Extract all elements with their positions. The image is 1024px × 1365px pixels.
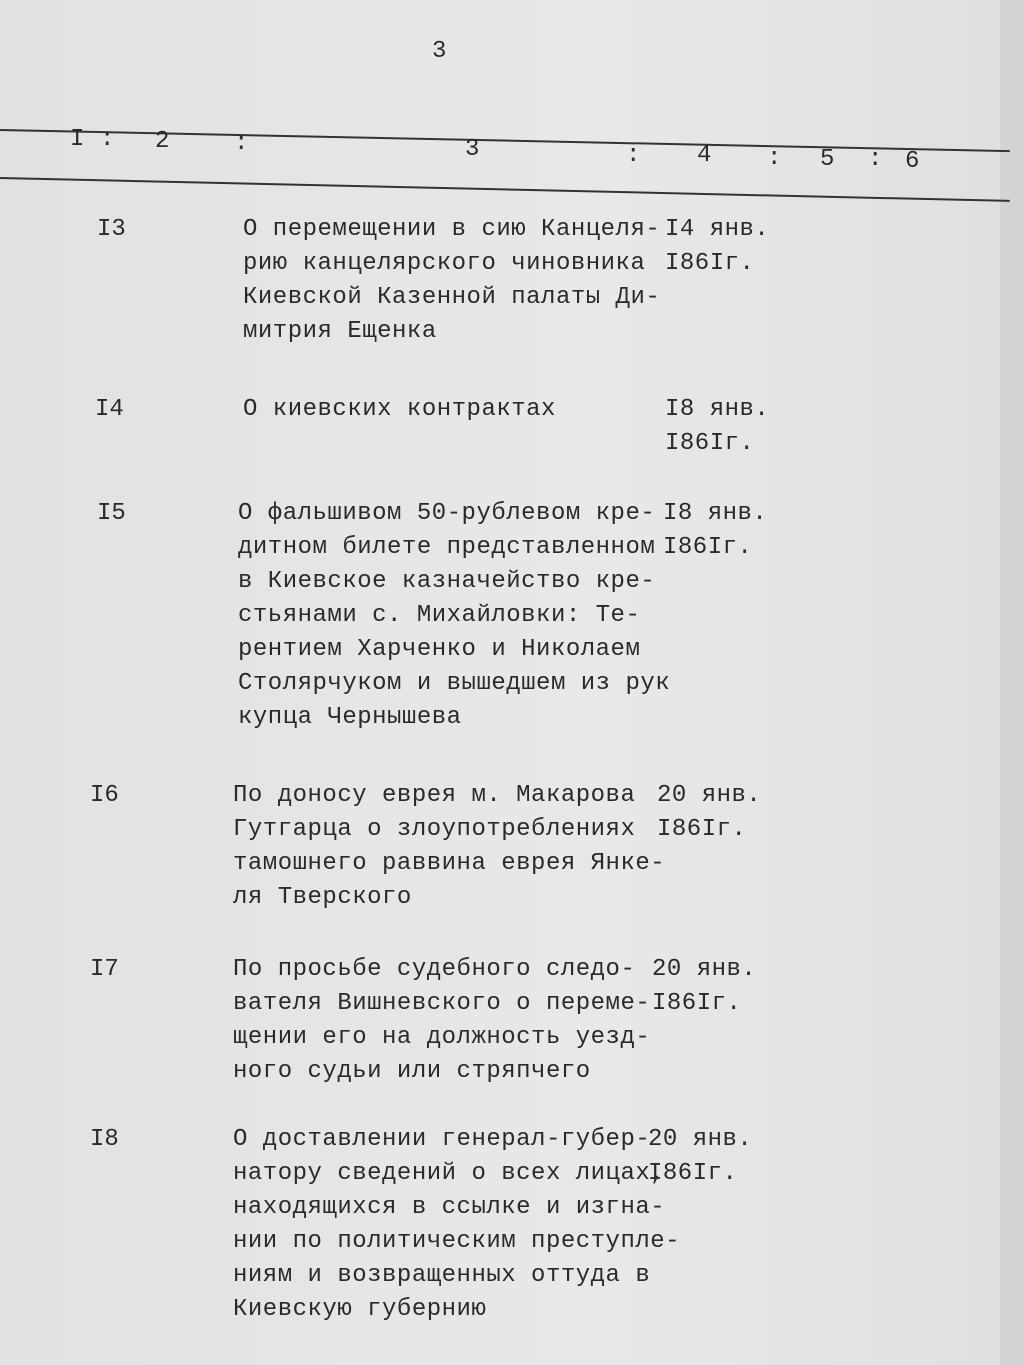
- entry-title-line: Киевскую губернию: [233, 1296, 487, 1323]
- entry-date: I86Iг.: [652, 990, 742, 1017]
- separator: :: [100, 126, 115, 153]
- entry-number: I7: [90, 956, 119, 983]
- separator: :: [868, 146, 883, 173]
- separator: :: [234, 130, 249, 157]
- entry-number: I4: [95, 396, 124, 423]
- entry-date: I8 янв.: [665, 396, 770, 423]
- column-header: 2: [155, 128, 170, 155]
- entry-number: I6: [90, 782, 119, 809]
- page-edge: [1000, 0, 1024, 1365]
- entry-title-line: находящихся в ссылке и изгна-: [233, 1194, 666, 1221]
- entry-title-line: тамошнего раввина еврея Янке-: [233, 850, 666, 877]
- entry-number: I3: [97, 216, 126, 243]
- column-header: 3: [465, 136, 480, 163]
- entry-title-line: нии по политическим преступле-: [233, 1228, 681, 1255]
- separator: :: [767, 145, 782, 172]
- entry-title-line: ного судьи или стряпчего: [233, 1058, 591, 1085]
- entry-date: I86Iг.: [657, 816, 747, 843]
- entry-title-line: рию канцелярского чиновника: [243, 250, 646, 277]
- entry-title-line: О фальшивом 50-рублевом кре-: [238, 500, 656, 527]
- page-number: 3: [432, 38, 447, 65]
- entry-title-line: Столярчуком и вышедшем из рук: [238, 670, 671, 697]
- entry-title-line: Гутгарца о злоупотреблениях: [233, 816, 636, 843]
- entry-date: 20 янв.: [652, 956, 757, 983]
- column-header: 5: [820, 146, 835, 173]
- entry-title-line: О киевских контрактах: [243, 396, 556, 423]
- column-header: 6: [905, 148, 920, 175]
- entry-title-line: По просьбе судебного следо-: [233, 956, 636, 983]
- entry-title-line: натору сведений о всех лицах,: [233, 1160, 666, 1187]
- entry-title-line: Киевской Казенной палаты Ди-: [243, 284, 661, 311]
- entry-date: I86Iг.: [665, 430, 755, 457]
- entry-title-line: По доносу еврея м. Макарова: [233, 782, 636, 809]
- entry-number: I8: [90, 1126, 119, 1153]
- entry-title-line: митрия Ещенка: [243, 318, 437, 345]
- entry-title-line: ля Тверского: [233, 884, 412, 911]
- entry-title-line: ниям и возвращенных оттуда в: [233, 1262, 651, 1289]
- entry-number: I5: [97, 500, 126, 527]
- entry-title-line: О перемещении в сию Канцеля-: [243, 216, 661, 243]
- entry-date: I4 янв.: [665, 216, 770, 243]
- entry-title-line: стьянами с. Михайловки: Те-: [238, 602, 641, 629]
- entry-date: I86Iг.: [648, 1160, 738, 1187]
- entry-date: I86Iг.: [663, 534, 753, 561]
- entry-date: 20 янв.: [648, 1126, 753, 1153]
- column-header: I: [70, 126, 85, 153]
- entry-date: I86Iг.: [665, 250, 755, 277]
- entry-date: 20 янв.: [657, 782, 762, 809]
- entry-title-line: рентием Харченко и Николаем: [238, 636, 641, 663]
- entry-title-line: О доставлении генерал-губер-: [233, 1126, 651, 1153]
- entry-date: I8 янв.: [663, 500, 768, 527]
- entry-title-line: вателя Вишневского о переме-: [233, 990, 651, 1017]
- entry-title-line: щении его на должность уезд-: [233, 1024, 651, 1051]
- column-header: 4: [697, 142, 712, 169]
- separator: :: [626, 142, 641, 169]
- entry-title-line: в Киевское казначейство кре-: [238, 568, 656, 595]
- entry-title-line: купца Чернышева: [238, 704, 462, 731]
- entry-title-line: дитном билете представленном: [238, 534, 656, 561]
